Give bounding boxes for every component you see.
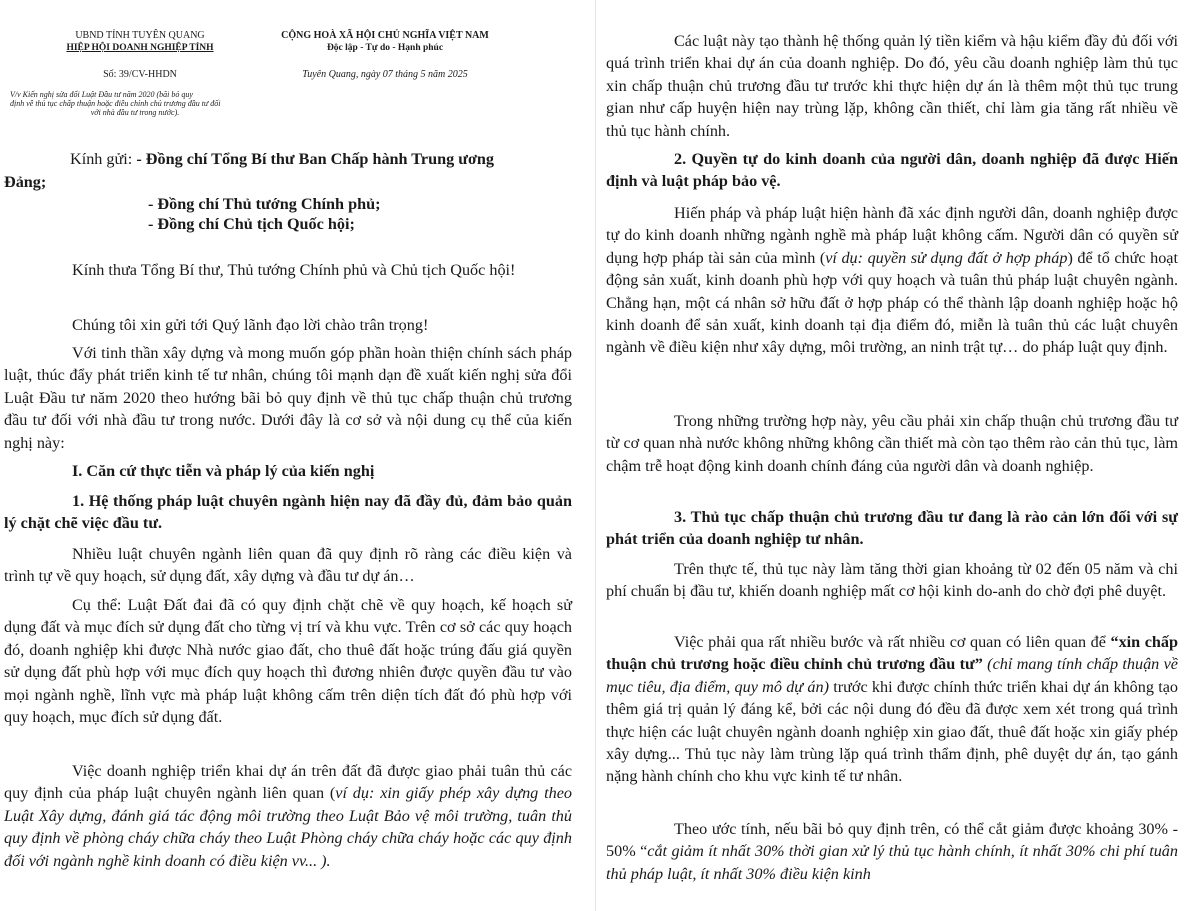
org-line-1: UBND TỈNH TUYÊN QUANG	[75, 30, 205, 41]
recipient-1-text: - Đồng chí Tổng Bí thư Ban Chấp hành Trung ương	[136, 150, 495, 168]
left-page	[0, 0, 586, 911]
heading-3: 3. Thủ tục chấp thuận chủ trương đầu tư đang là rào cản lớn đối với sự phát triển của doanh nghiệp tư nhân.	[606, 508, 1178, 549]
recipient-2: - Đồng chí Thủ tướng Chính phủ;	[148, 195, 381, 213]
para-1a: Nhiều luật chuyên ngành liên quan đã quy định rõ ràng các điều kiện và trình tự về quy hoạch, sử dụng đất, xây dựng và đầu tư dự án…	[4, 545, 572, 586]
para-3a: Trên thực tế, thủ tục này làm tăng thời gian khoảng từ 02 đến 05 năm và chi phí chuẩn bị đầu tư, khiến doanh nghiệp mất cơ hội kinh do-anh do chờ đợi phê duyệt.	[606, 560, 1178, 601]
para-2b: Trong những trường hợp này, yêu cầu phải xin chấp thuận chủ trương đầu tư từ cơ quan nhà nước không những không cần thiết mà còn tạo thêm rào cản thủ tục, làm chậm trễ hoạt động kinh doanh chính đáng của người dân và doanh nghiệp.	[606, 412, 1178, 475]
para-3b-text-end: trước khi được chính thức triển khai dự án không tạo thêm giá trị quản lý đáng kể, bởi các nội dung đó đều đã được xem xét trong quá trình thực hiện các luật chuyên ngành doanh nghiệp xin giao đất, thuê đất hoặc xin giấy phép xây dựng... Thủ tục này làm trùng lặp quá trình thẩm định, phê duyệt dự án, tạo gánh nặng hành chính cho khu vực kinh tế tư nhân.	[606, 677, 1178, 786]
para-2a-example: ví dụ: quyền sử dụng đất ở hợp pháp	[825, 248, 1068, 267]
greeting: Kính thưa Tổng Bí thư, Thủ tướng Chính phủ và Chủ tịch Quốc hội!	[72, 261, 516, 279]
para-top: Các luật này tạo thành hệ thống quản lý tiền kiểm và hậu kiểm đầy đủ đối với quá trình triển khai dự án của doanh nghiệp. Do đó, yêu cầu doanh nghiệp làm thủ tục xin chấp thuận chủ trương đầu tư trước khi thực hiện dự án là thêm một thủ tục trung gian như cấp huyện hiện nay trùng lặp, không cần thiết, chỉ làm gia tăng rất nhiều về thủ tục hành chính.	[606, 32, 1178, 140]
para-3b-quote: “xin chấp thuận chủ trương hoặc điều chỉnh chủ trương đầu tư”	[606, 633, 1179, 674]
para-1c-example: ví dụ: xin giấy phép xây dựng theo Luật Xây dựng, đánh giá tác động môi trường theo Luật Bảo vệ môi trường, tuân thủ quy định về phòng cháy chữa cháy theo Luật Phòng cháy chữa cháy hoặc các quy định đối với ngành nghề kinh doanh có điều kiện vv... ).	[4, 784, 572, 870]
section-I-heading: I. Căn cứ thực tiễn và pháp lý của kiến nghị	[72, 462, 375, 480]
recipient-1-cont: Đảng;	[4, 173, 47, 191]
right-page	[606, 0, 1200, 911]
intro-paragraph: Với tinh thần xây dựng và mong muốn góp phần hoàn thiện chính sách pháp luật, thúc đẩy phát triển kinh tế tư nhân, chúng tôi mạnh dạn đề xuất kiến nghị sửa đổi Luật Đầu tư năm 2020 theo hướng bãi bỏ quy định về thủ tục chấp thuận chủ trương đầu tư đối với nhà đầu tư trong nước. Dưới đây là cơ sở và nội dung cụ thể của kiến nghị này:	[4, 344, 572, 452]
para-3b-note: (chỉ mang tính chấp thuận về mục tiêu, địa điểm, quy mô dự án)	[606, 655, 1178, 696]
page-divider	[595, 0, 596, 911]
para-3c	[606, 818, 1178, 885]
nation-title: CỘNG HOÀ XÃ HỘI CHỦ NGHĨA VIỆT NAM	[281, 30, 489, 41]
heading-1: 1. Hệ thống pháp luật chuyên ngành hiện nay đã đầy đủ, đảm bảo quản lý chặt chẽ việc đầu tư.	[4, 492, 572, 533]
para-2a	[606, 202, 1178, 359]
recipient-3: - Đồng chí Chủ tịch Quốc hội;	[148, 215, 355, 233]
motto: Độc lập - Tự do - Hạnh phúc	[326, 43, 444, 53]
para-3b	[606, 631, 1178, 788]
kinh-gui-label: Kính gửi:	[70, 150, 133, 168]
subject-line-1: V/v Kiến nghị sửa đổi Luật Đầu tư năm 2020 (bãi bỏ quy	[10, 90, 193, 99]
nation-header	[240, 30, 530, 54]
regards: Chúng tôi xin gửi tới Quý lãnh đạo lời chào trân trọng!	[72, 316, 429, 334]
para-3b-text: Việc phải qua rất nhiều bước và rất nhiều cơ quan có liên quan để	[674, 633, 1111, 651]
heading-2: 2. Quyền tự do kinh doanh của người dân, doanh nghiệp đã được Hiến định và luật pháp bảo vệ.	[606, 150, 1178, 191]
subject-line-3: với nhà đầu tư trong nước).	[90, 108, 180, 117]
para-2a-text: Hiến pháp và pháp luật hiện hành đã xác định người dân, doanh nghiệp được tự do kinh doanh những ngành nghề mà pháp luật không cấm. Người dân có quyền sử dụng hợp pháp tài sản của mình (	[606, 204, 1178, 267]
para-1c-text: Việc doanh nghiệp triển khai dự án trên đất đã được giao phải tuân thủ các quy định của pháp luật chuyên ngành liên quan (	[4, 762, 572, 803]
subject-line	[10, 90, 260, 117]
para-3c-text: Theo ước tính, nếu bãi bỏ quy định trên, có thể cắt giảm được khoảng 30% - 50% “	[606, 820, 1178, 861]
para-1b: Cụ thể: Luật Đất đai đã có quy định chặt chẽ về quy hoạch, kế hoạch sử dụng đất và mục đích sử dụng đất cho từng vị trí và khu vực. Trên cơ sở các quy hoạch đó, doanh nghiệp khi được Nhà nước giao đất, cho thuê đất hoặc trúng đấu giá quyền sử dụng đất phù hợp với mục đích quy hoạch thì đương nhiên được quyền đầu tư vào mọi ngành nghề, lĩnh vực mà pháp luật không cấm trên diện tích đất đó phù hợp với quy hoạch, mục đích sử dụng đất.	[4, 596, 572, 727]
recipient-1	[70, 148, 572, 170]
doc-number: Số: 39/CV-HHDN	[103, 69, 177, 80]
issuing-org	[40, 30, 240, 54]
place-date: Tuyên Quang, ngày 07 tháng 5 năm 2025	[302, 69, 468, 80]
subject-line-2: định về thủ tục chấp thuận hoặc điều chỉnh chủ trương đầu tư đối	[10, 99, 221, 108]
para-2a-text-end: ) để tổ chức hoạt động sản xuất, kinh doanh phù hợp với quy hoạch và tuân thủ pháp luật chuyên ngành. Chẳng hạn, một cá nhân sở hữu đất ở hợp pháp có thể thành lập doanh nghiệp hoặc hộ kinh doanh để sản xuất, kinh doanh tại địa điểm đó, miễn là tuân thủ các luật chuyên ngành về điều kiện như xây dựng, môi trường, an ninh trật tự… do pháp luật quy định.	[606, 248, 1178, 357]
org-line-2: HIỆP HỘI DOANH NGHIỆP TỈNH	[66, 43, 214, 53]
para-1c	[4, 760, 572, 872]
para-3c-quote: cắt giảm ít nhất 30% thời gian xử lý thủ tục hành chính, ít nhất 30% chi phí tuân thủ pháp luật, ít nhất 30% điều kiện kinh	[606, 842, 1178, 883]
